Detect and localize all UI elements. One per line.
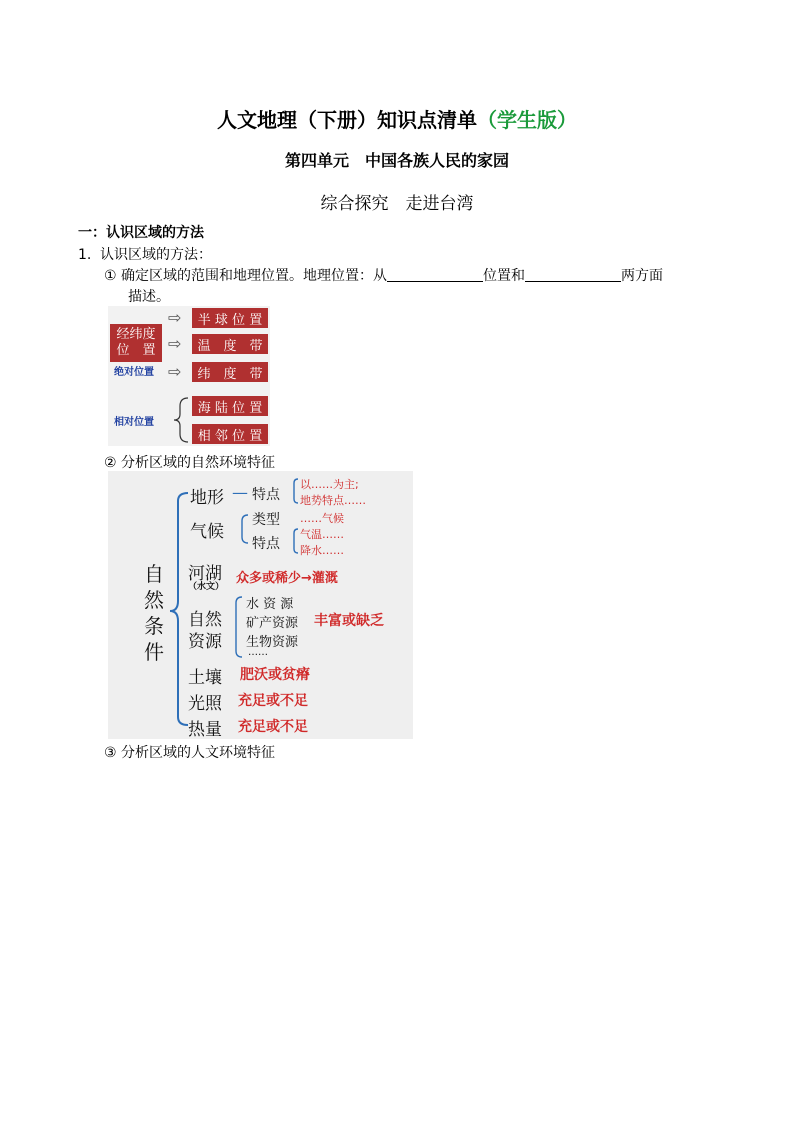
terrain-dash: — xyxy=(232,483,248,502)
terrain-feature-1: 以……为主; xyxy=(300,478,359,491)
terrain-feature-label: 特点 xyxy=(252,487,280,503)
relative-position-label: 相对位置 xyxy=(114,417,154,428)
item-1-text-c: 两方面 xyxy=(621,268,663,284)
resource-item: …… xyxy=(248,647,268,658)
climate-label: 气候 xyxy=(190,522,224,542)
climate-type-label: 类型 xyxy=(252,512,280,528)
root-char: 件 xyxy=(144,640,164,664)
document-title xyxy=(0,104,794,133)
natural-conditions-root xyxy=(142,561,166,665)
fill-blank-1[interactable] xyxy=(387,267,483,282)
light-label: 光照 xyxy=(188,694,222,714)
land-sea-position-box: 海 陆 位 置 xyxy=(192,396,268,416)
heat-label: 热量 xyxy=(188,720,222,740)
item-2: ② 分析区域的自然环境特征 xyxy=(104,455,276,471)
climate-type-value: ……气候 xyxy=(300,512,344,525)
absolute-position-label: 绝对位置 xyxy=(114,367,154,378)
river-label: 河湖 xyxy=(188,564,222,584)
title-tag: （学生版） xyxy=(477,108,577,132)
section-heading: 一：认识区域的方法 xyxy=(78,225,204,241)
arrow-icon: ⇨ xyxy=(168,334,182,353)
resources-label-1: 自然 xyxy=(188,610,222,630)
location-diagram xyxy=(108,306,270,446)
arrow-icon: ⇨ xyxy=(168,362,182,381)
latitude-zone-box: 纬 度 带 xyxy=(192,362,268,382)
unit-heading: 第四单元 中国各族人民的家园 xyxy=(284,151,509,170)
climate-feature-label: 特点 xyxy=(252,536,280,552)
soil-label: 土壤 xyxy=(188,668,222,688)
resources-value: 丰富或缺乏 xyxy=(314,613,384,629)
river-note: （水文） xyxy=(188,582,225,592)
arrow-icon: ⇨ xyxy=(168,308,182,327)
terrain-label: 地形 xyxy=(190,488,224,508)
soil-value: 肥沃或贫瘠 xyxy=(240,667,310,683)
river-value: 众多或稀少→灌溉 xyxy=(236,571,338,586)
heat-value: 充足或不足 xyxy=(238,719,308,735)
neighbor-position-box: 相 邻 位 置 xyxy=(192,424,268,444)
item-1-text-b: 位置和 xyxy=(483,268,525,284)
fill-blank-2[interactable] xyxy=(525,267,621,282)
root-char: 条 xyxy=(144,614,164,638)
temperature-zone-box: 温 度 带 xyxy=(192,334,268,354)
paragraph-text: 认识区域的方法： xyxy=(100,247,212,263)
climate-feature-2: 降水…… xyxy=(300,544,344,557)
resources-label-2: 资源 xyxy=(188,632,222,652)
resource-item: 生物资源 xyxy=(246,635,299,650)
root-char: 然 xyxy=(144,588,164,612)
light-value: 充足或不足 xyxy=(238,693,308,709)
item-1-text-a: ① 确定区域的范围和地理位置。地理位置：从 xyxy=(104,268,387,284)
title-main: 人文地理（下册）知识点清单 xyxy=(217,108,477,132)
paragraph-1 xyxy=(78,244,212,264)
resource-item: 矿产资源 xyxy=(246,616,299,631)
terrain-feature-2: 地势特点…… xyxy=(300,494,366,507)
climate-feature-1: 气温…… xyxy=(300,528,344,541)
hemisphere-position-box: 半 球 位 置 xyxy=(192,308,268,328)
root-char: 自 xyxy=(144,562,164,586)
item-3: ③ 分析区域的人文环境特征 xyxy=(104,745,276,761)
lesson-subtitle: 综合探究 走进台湾 xyxy=(320,194,474,214)
item-1-continued: 描述。 xyxy=(128,289,170,305)
item-1 xyxy=(104,265,663,285)
natural-conditions-diagram xyxy=(108,471,413,739)
brace-icon xyxy=(170,396,192,444)
latlon-position-box: 经纬度 位 置 xyxy=(110,324,162,362)
resource-item: 水 资 源 xyxy=(246,597,294,612)
paragraph-number: 1. xyxy=(78,247,92,263)
